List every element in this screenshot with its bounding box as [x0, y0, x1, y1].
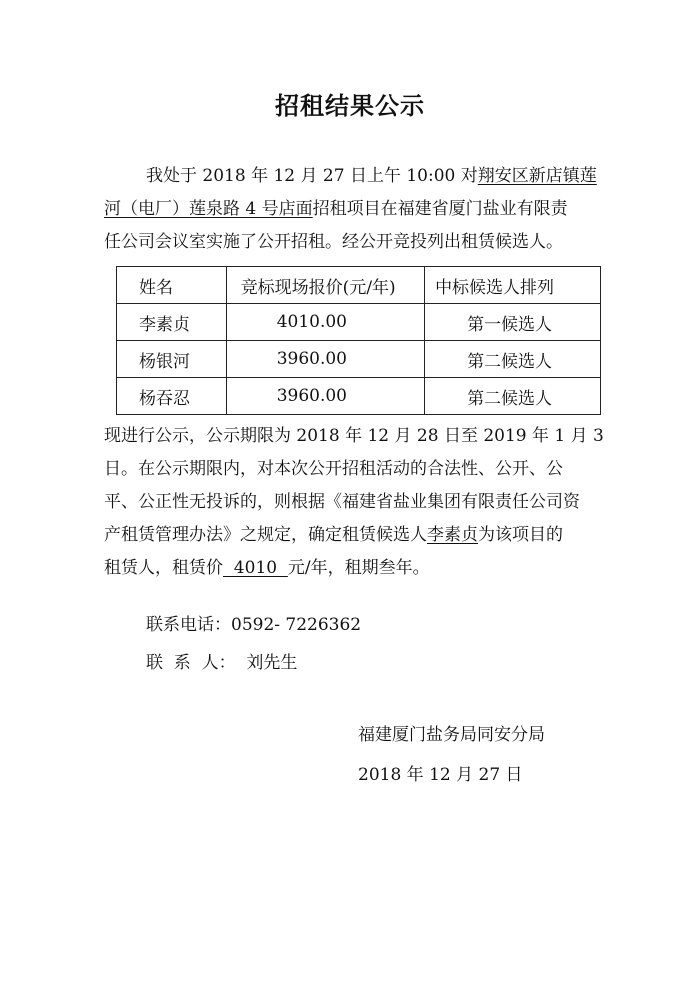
intro-paragraph	[104, 160, 612, 259]
lease-price: 4010	[223, 558, 288, 578]
header-bid-price: 竞标现场报价(元/年)	[226, 267, 424, 304]
body-text: 租赁人，租赁价	[104, 558, 223, 578]
body-text: 产租赁管理办法》之规定，确定租赁候选人	[104, 525, 427, 545]
bidder-name: 李素贞	[117, 304, 227, 341]
issuing-organization: 福建厦门盐务局同安分局	[358, 725, 545, 745]
candidate-rank: 第二候选人	[425, 341, 601, 378]
candidate-rank: 第一候选人	[425, 304, 601, 341]
issue-date: 2018 年 12 月 27 日	[358, 765, 523, 785]
body-paragraph	[104, 420, 612, 585]
body-text: 元/年，租期叁年。	[287, 558, 430, 578]
bidder-name: 杨吞忍	[117, 378, 227, 415]
intro-text: 招租项目在福建省厦门盐业有限责	[312, 199, 568, 219]
contact-person: 联 系 人： 刘先生	[146, 653, 298, 673]
property-address: 河（电厂）莲泉路 4 号店面	[104, 199, 313, 219]
candidate-rank: 第二候选人	[425, 378, 601, 415]
table-row	[117, 341, 601, 378]
bid-result-table	[116, 266, 601, 415]
intro-line-2	[104, 193, 612, 226]
header-rank: 中标候选人排列	[425, 267, 601, 304]
header-name: 姓名	[117, 267, 227, 304]
intro-text: 我处于 2018 年 12 月 27 日上午 10:00 对	[146, 166, 478, 186]
bid-price: 4010.00	[226, 304, 424, 341]
body-line-2: 日。在公示期限内，对本次公开招租活动的合法性、公开、公	[104, 459, 563, 479]
table-row	[117, 304, 601, 341]
bid-price: 3960.00	[226, 378, 424, 415]
contact-phone: 联系电话：0592- 7226362	[146, 615, 362, 635]
body-line-1: 现进行公示，公示期限为 2018 年 12 月 28 日至 2019 年 1 月 3	[104, 426, 604, 446]
table-row	[117, 378, 601, 415]
page-title: 招租结果公示	[275, 92, 425, 120]
body-line-3: 平、公正性无投诉的，则根据《福建省盐业集团有限责任公司资	[104, 492, 580, 512]
table-header-row	[117, 267, 601, 304]
intro-line-1	[104, 160, 612, 193]
lessee-name: 李素贞	[427, 525, 478, 545]
bid-price: 3960.00	[226, 341, 424, 378]
bidder-name: 杨银河	[117, 341, 227, 378]
body-line-5	[104, 552, 612, 585]
body-line-4	[104, 519, 612, 552]
property-location: 翔安区新店镇莲	[477, 166, 597, 186]
body-text: 为该项目的	[478, 525, 563, 545]
intro-line-3: 任公司会议室实施了公开招租。经公开竞投列出租赁候选人。	[104, 232, 563, 252]
